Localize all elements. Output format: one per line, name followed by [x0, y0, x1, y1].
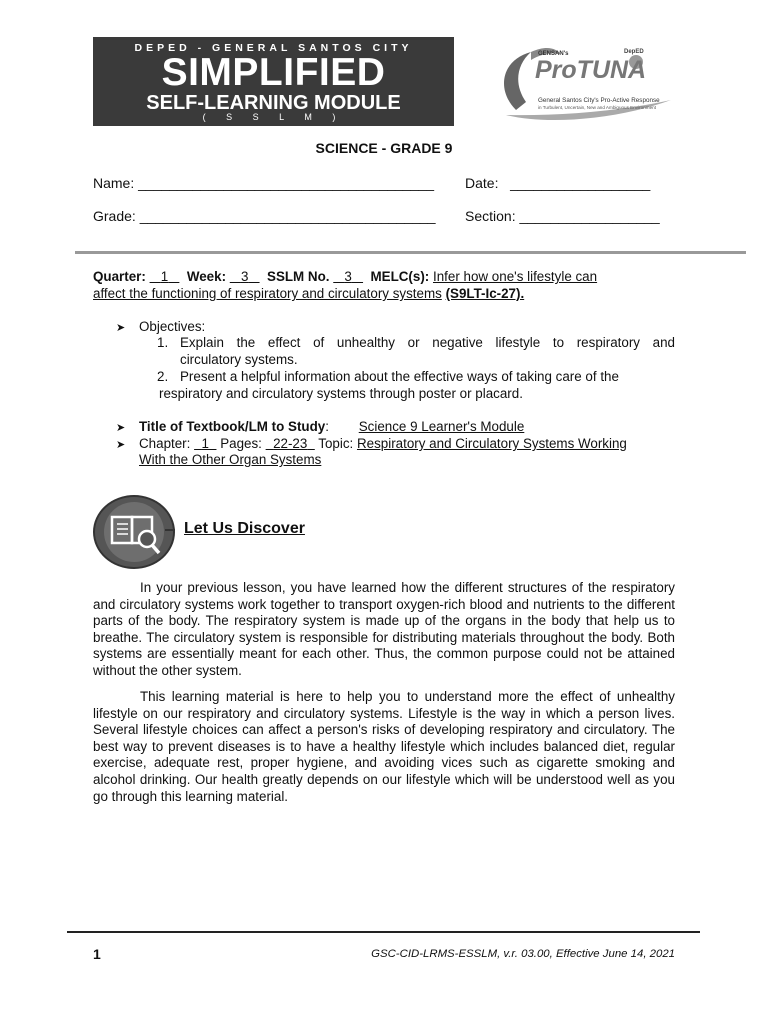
name-blank[interactable]: ______________________________________ — [138, 175, 434, 191]
meta-line-1 — [93, 269, 675, 286]
chapter-line — [139, 436, 627, 453]
section-label: Section: — [465, 208, 516, 224]
week-label: Week: — [186, 269, 227, 284]
objective-1-line-2: circulatory systems. — [180, 352, 298, 367]
header-divider — [75, 251, 746, 254]
topic-label: Topic: — [318, 436, 354, 451]
footer-code: GSC-CID-LRMS-ESSLM, v.r. 03.00, Effective June 14, 2021 — [371, 948, 675, 960]
logo-subtagline: in Turbulent, Uncertain, New and Ambiguous Environment — [538, 105, 656, 110]
logo-deped-text: DepED — [624, 49, 644, 55]
objective-2-line-1: Present a helpful information about the effective ways of taking care of the — [180, 369, 619, 384]
meta-line-2 — [93, 286, 524, 303]
name-field[interactable] — [93, 175, 434, 191]
section-field[interactable] — [465, 208, 660, 224]
banner-acronym: ( S S L M ) — [202, 112, 345, 122]
grade-blank[interactable]: ______________________________________ — [139, 208, 436, 224]
textbook-colon: : — [325, 419, 329, 434]
topic-line-2: With the Other Organ Systems — [139, 452, 322, 467]
paragraph-1: In your previous lesson, you have learned how the different structures of the respiratory and circulatory systems work together to transport oxygen-rich blood and nutrients to the different parts of the body. The respiratory system is made up of the organs in the body that help us to breathe. The circulatory system is responsible for distributing materials throughout the body. Both systems are essentially meant for each other. Thus, the common purpose could not be attained without the other system. — [93, 580, 675, 678]
textbook-bullet-icon: ➤ — [116, 422, 126, 434]
objective-1-number: 1. — [157, 335, 169, 350]
objective-2-number: 2. — [157, 369, 169, 384]
name-label: Name: — [93, 175, 135, 191]
logo-gensan-text: GENSAN's — [538, 51, 569, 57]
pages-value: 22-23 — [273, 436, 308, 451]
grade-field[interactable] — [93, 208, 436, 224]
sslm-label: SSLM No. — [267, 269, 330, 284]
section-blank[interactable]: __________________ — [519, 208, 660, 224]
discover-title: Let Us Discover — [184, 520, 305, 537]
banner-title: SIMPLIFIED — [161, 51, 386, 94]
page-title: SCIENCE - GRADE 9 — [315, 140, 453, 156]
objectives-bullet-icon: ➤ — [116, 322, 126, 334]
melc-label: MELC(s): — [370, 269, 430, 284]
chapter-value: 1 — [201, 436, 209, 451]
chapter-label: Chapter: — [139, 436, 191, 451]
pages-label: Pages: — [220, 436, 262, 451]
page-number: 1 — [93, 946, 101, 962]
objective-2-line-2: respiratory and circulatory systems through poster or placard. — [159, 386, 523, 401]
date-field[interactable] — [465, 175, 650, 191]
date-label: Date: — [465, 175, 499, 191]
sslm-value: 3 — [344, 269, 352, 284]
discover-connector — [165, 529, 175, 531]
quarter-label: Quarter: — [93, 269, 146, 284]
melc-text-1: Infer how one's lifestyle can — [433, 269, 598, 284]
date-blank[interactable]: __________________ — [510, 175, 651, 191]
paragraph-2: This learning material is here to help you to understand more the effect of unhealthy lifestyle on our respiratory and circulatory systems. Lifestyle is the way in which a person lives. Several lifestyle choices can affect a person's risks of developing respiratory and circulatory. The best way to prevent diseases is to have a healthy lifestyle which includes balanced diet, regular exercise, adequate rest, proper hygiene, and avoiding vices such as cigarette smoking and alcohol drinking. Our health greatly depends on our lifestyle which will be understood well as you go through this learning material. — [93, 689, 675, 804]
logo-tagline: General Santos City's Pro-Active Response — [538, 97, 660, 104]
textbook-label: Title of Textbook/LM to Study — [139, 419, 326, 434]
objectives-label: Objectives: — [139, 319, 206, 334]
chapter-bullet-icon: ➤ — [116, 439, 126, 451]
book-magnifier-icon — [93, 495, 175, 569]
week-value: 3 — [240, 269, 249, 284]
footer-divider — [67, 931, 700, 933]
textbook-value: Science 9 Learner's Module — [358, 419, 525, 434]
banner-subtitle: SELF-LEARNING MODULE — [146, 92, 401, 114]
logo-protuna-text: ProTUNA — [535, 56, 647, 84]
textbook-line — [139, 419, 524, 436]
sslm-banner — [93, 37, 454, 126]
objective-1-line-1: Explain the effect of unhealthy or negative lifestyle to respiratory and — [180, 335, 675, 350]
quarter-value: 1 — [160, 269, 169, 284]
protuna-logo — [486, 40, 676, 125]
melc-code: (S9LT-Ic-27). — [445, 286, 525, 301]
topic-line-1: Respiratory and Circulatory Systems Working — [356, 436, 627, 451]
grade-label: Grade: — [93, 208, 136, 224]
melc-text-2: affect the functioning of respiratory and circulatory systems — [93, 286, 442, 301]
banner-top-text: DEPED - GENERAL SANTOS CITY — [134, 42, 413, 54]
